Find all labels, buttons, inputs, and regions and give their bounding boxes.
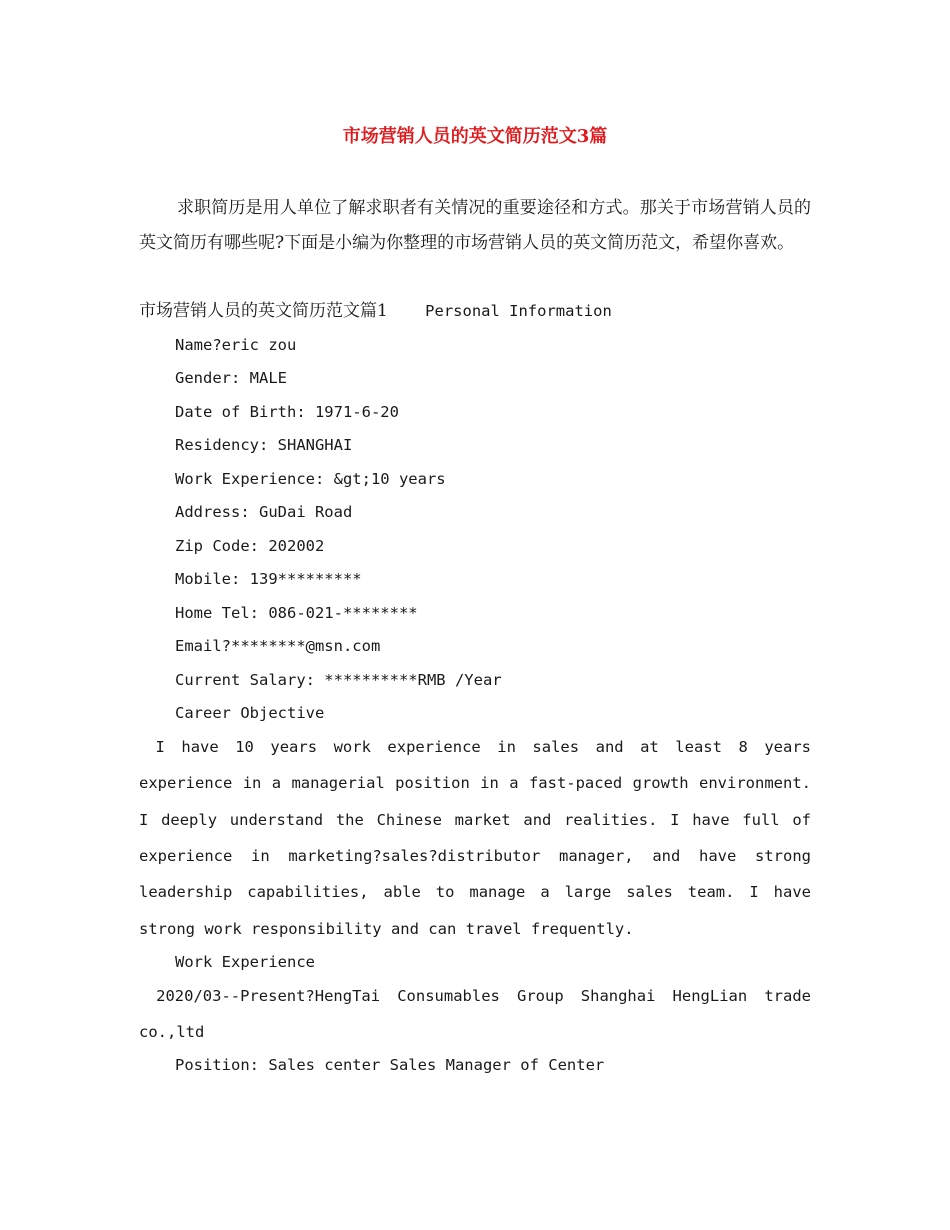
personal-address: Address: GuDai Road xyxy=(175,503,353,521)
personal-mobile: Mobile: 139********* xyxy=(175,570,362,588)
personal-birth: Date of Birth: 1971-6-20 xyxy=(175,403,399,421)
objective-line: I deeply understand the Chinese market and realities. I have full of xyxy=(139,811,811,829)
personal-name: Name?eric zou xyxy=(175,336,297,354)
work-experience-heading: Work Experience xyxy=(175,953,315,971)
personal-residency: Residency: SHANGHAI xyxy=(175,436,353,454)
personal-hometel: Home Tel: 086-021-******** xyxy=(175,604,418,622)
section-heading-line xyxy=(139,300,612,322)
objective-line: strong work responsibility and can travel frequently. xyxy=(139,920,634,938)
personal-experience: Work Experience: &gt;10 years xyxy=(175,470,446,488)
career-objective-heading: Career Objective xyxy=(175,704,325,722)
objective-line: I have 10 years work experience in sales and at least 8 years xyxy=(139,738,811,756)
work-entry-line: co.,ltd xyxy=(139,1023,205,1041)
objective-line: experience in a managerial position in a fast-paced growth environment. xyxy=(139,774,811,792)
personal-email: Email?********@msn.com xyxy=(175,637,381,655)
document-title: 市场营销人员的英文简历范文3篇 xyxy=(342,126,608,147)
position-line: Position: Sales center Sales Manager of Center xyxy=(175,1056,605,1074)
personal-gender: Gender: MALE xyxy=(175,369,287,387)
personal-zip: Zip Code: 202002 xyxy=(175,537,325,555)
personal-salary: Current Salary: **********RMB /Year xyxy=(175,671,502,689)
intro-paragraph: 求职简历是用人单位了解求职者有关情况的重要途径和方式。那关于市场营销人员的英文简历有哪些呢?下面是小编为你整理的市场营销人员的英文简历范文，希望你喜欢。 xyxy=(139,198,811,253)
section-heading: 市场营销人员的英文简历范文篇1 xyxy=(139,301,388,321)
section-subheading: Personal Information xyxy=(425,302,612,320)
work-entry-line: 2020/03--Present?HengTai Consumables Group Shanghai HengLian trade xyxy=(139,987,811,1005)
objective-line: leadership capabilities, able to manage a large sales team. I have xyxy=(139,883,811,901)
objective-line: experience in marketing?sales?distributor manager, and have strong xyxy=(139,847,811,865)
